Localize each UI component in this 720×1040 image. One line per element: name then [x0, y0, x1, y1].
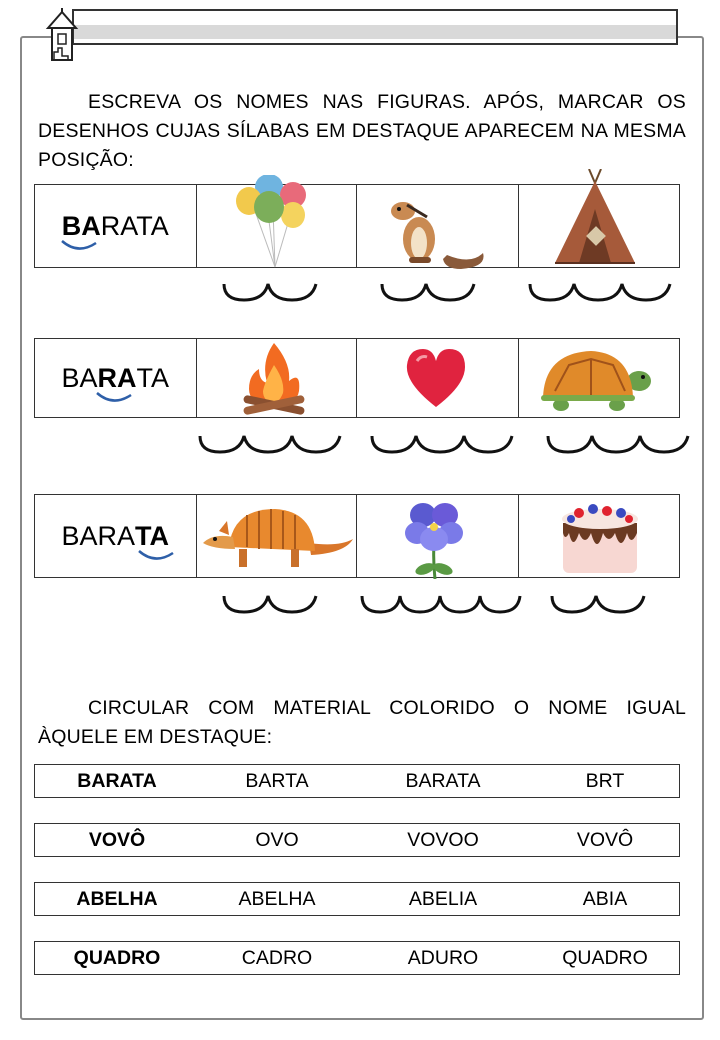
cake-picture: [557, 499, 643, 577]
word-option[interactable]: ABELIA: [408, 887, 478, 910]
word-option[interactable]: BARATA: [405, 769, 481, 792]
target-word: QUADRO: [73, 946, 161, 969]
picture-cell: [519, 339, 680, 417]
word-option[interactable]: VOVÔ: [576, 828, 634, 851]
word-row: [34, 882, 680, 916]
highlight-syllable: RA: [97, 362, 137, 393]
chipmunk-picture: [387, 189, 487, 269]
instruction-2: CIRCULAR COM MATERIAL COLORIDO O NOME IGUAL ÀQUELE EM DESTAQUE:: [38, 697, 686, 748]
word-option[interactable]: ABIA: [582, 887, 628, 910]
word-option[interactable]: BRT: [585, 769, 625, 792]
flower-picture: [403, 499, 465, 579]
word-cell: BARATA: [35, 339, 197, 417]
word-option[interactable]: CADRO: [241, 946, 313, 969]
house-icon: [44, 8, 80, 64]
word-cell: BARATA: [35, 495, 197, 577]
syllable-arcs: [220, 280, 680, 306]
word-option[interactable]: ADURO: [407, 946, 479, 969]
name-line: [72, 9, 678, 45]
highlight-syllable: BA: [61, 210, 101, 241]
syllable-row: [34, 184, 680, 268]
instruction-1: ESCREVA OS NOMES NAS FIGURAS. APÓS, MARCAR OS DESENHOS CUJAS SÍLABAS EM DESTAQUE APARECEM NA MESMA POSIÇÃO:: [38, 91, 686, 171]
syllable-arcs: [220, 592, 660, 618]
balloons-picture: [233, 175, 313, 271]
syllable-arcs: [196, 432, 692, 458]
target-word: ABELHA: [76, 887, 158, 910]
picture-cell: [519, 185, 680, 267]
armadillo-picture: [199, 503, 355, 575]
picture-cell: [357, 495, 519, 577]
word-row: [34, 764, 680, 798]
picture-cell: [357, 185, 519, 267]
target-word: VOVÔ: [88, 828, 146, 851]
target-word: BARATA: [77, 769, 157, 792]
word-option[interactable]: VOVOO: [407, 828, 479, 851]
word-row: [34, 941, 680, 975]
word-option[interactable]: QUADRO: [562, 946, 648, 969]
word-option[interactable]: OVO: [255, 828, 299, 851]
turtle-picture: [535, 347, 653, 417]
word-row: [34, 823, 680, 857]
word-option[interactable]: ABELHA: [238, 887, 316, 910]
picture-cell: [197, 339, 358, 417]
word-option[interactable]: BARTA: [245, 769, 309, 792]
word-cell: BARATA: [35, 185, 197, 267]
syllable-row: [34, 338, 680, 418]
bonfire-picture: [239, 341, 309, 417]
picture-cell: [519, 495, 680, 577]
tent-picture: [553, 169, 637, 267]
picture-cell: [197, 185, 358, 267]
picture-cell: [357, 339, 519, 417]
highlight-syllable: TA: [135, 520, 170, 551]
picture-cell: [197, 495, 358, 577]
heart-picture: [403, 347, 469, 409]
syllable-row: [34, 494, 680, 578]
